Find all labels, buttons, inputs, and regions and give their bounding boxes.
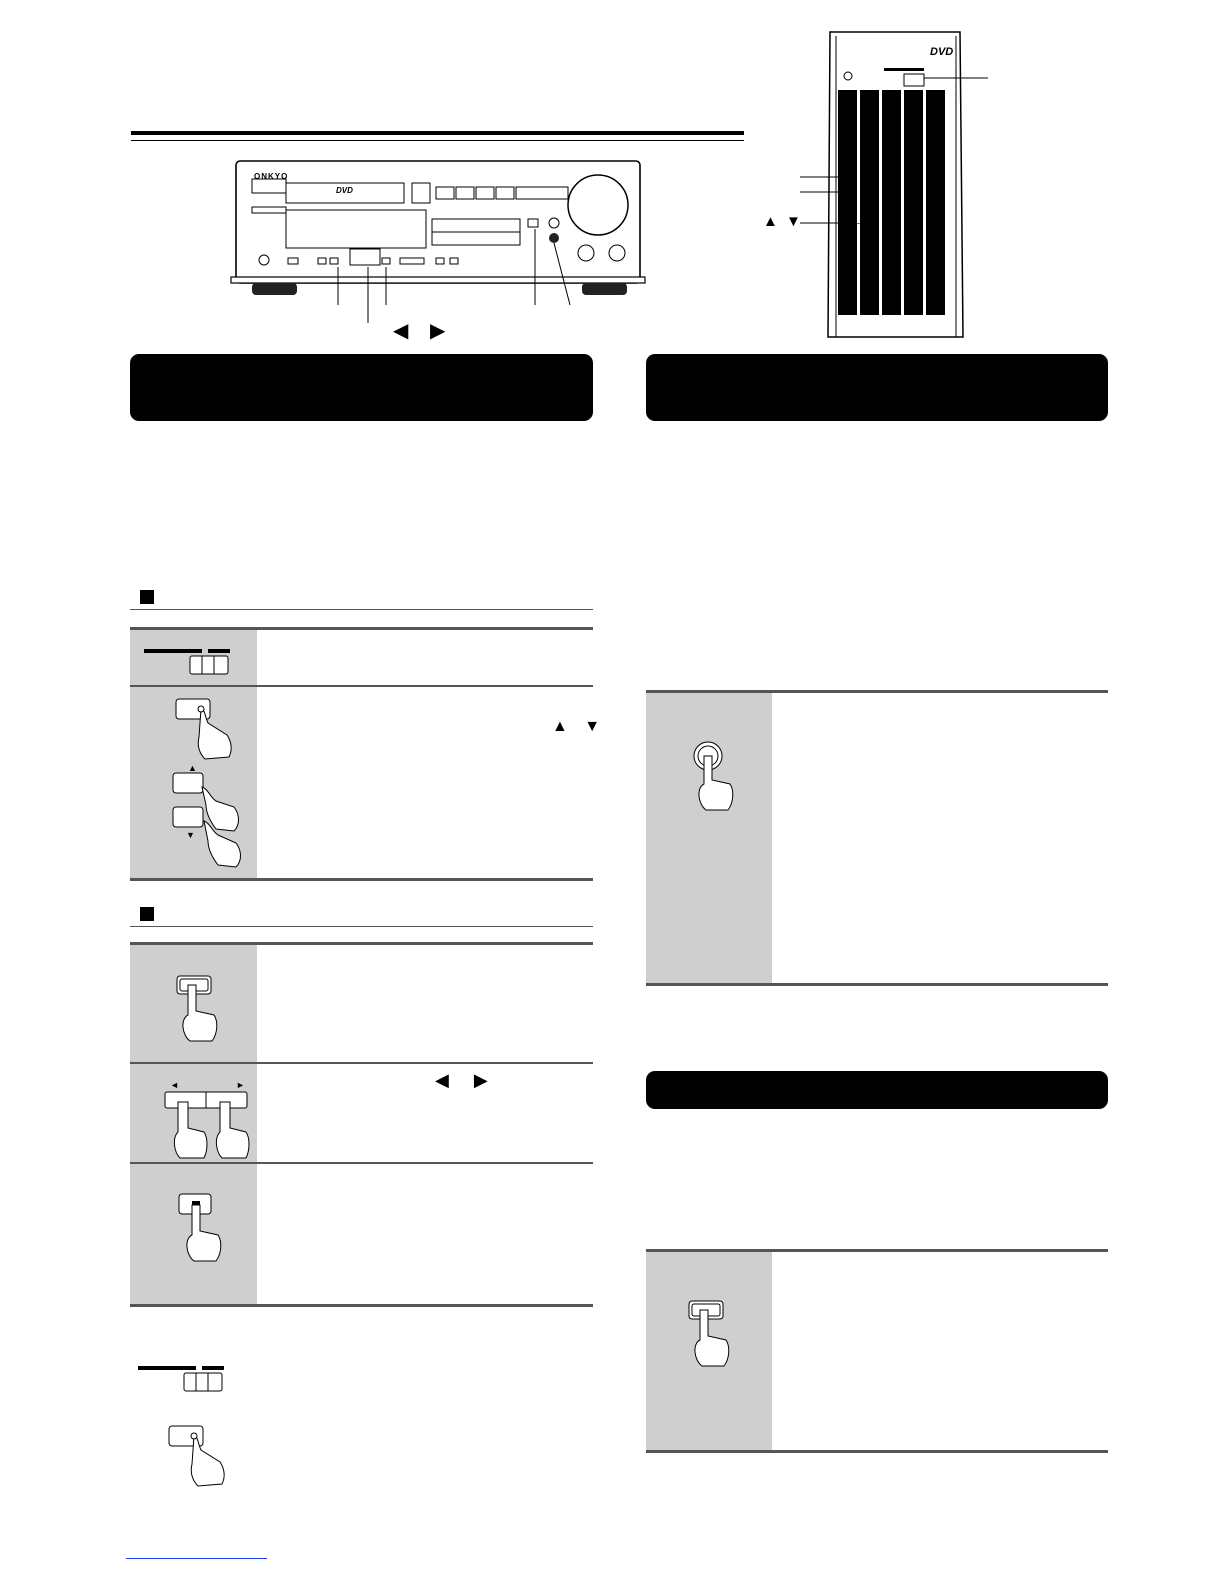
pressing-hand-icon [178,1193,228,1265]
subsection-marker-2 [140,907,154,921]
svg-text:◄: ◄ [170,1080,179,1090]
remote-up-down-label: ▲ ▼ [763,213,803,230]
mode-slider-icon [138,1364,228,1394]
unit-brand-label: ONKYO [254,172,289,181]
step-panel-right-1 [646,693,772,983]
remote-logo: DVD [930,46,954,58]
pressing-hand-icon [692,740,738,812]
unit-disc-logo: DVD [336,186,353,195]
right-subsection-heading-bar [646,1071,1108,1109]
step-rule-bottom [130,878,593,881]
unit-nav-arrows: ◀ ▶ [393,320,454,342]
front-panel-diagram [230,155,650,335]
header-rule-thin [131,140,744,141]
svg-text:▲: ▲ [188,763,197,773]
subsection-rule-2 [130,926,593,927]
svg-text:▼: ▼ [186,830,195,840]
pressing-hand-icon [688,1300,738,1370]
left-section-heading-bar [130,354,593,421]
right-section-heading-bar [646,354,1108,421]
header-rule-thick [131,131,744,135]
subsection-marker-1 [140,590,154,604]
pressing-hand-icon [176,975,226,1045]
footer-link-underline[interactable] [126,1558,267,1559]
lr-arrows-label: ◀ ▶ [435,1070,498,1090]
pressing-hand-icon [168,1424,248,1490]
left-right-buttons-icon [164,1080,254,1160]
step-rule-bottom-right-2 [646,1450,1108,1453]
up-down-buttons-icon [172,763,252,873]
subsection-rule-1 [130,609,593,610]
mode-slider-icon [144,647,234,677]
step-rule-bottom-right [646,983,1108,986]
remote-button-grid [838,90,948,315]
pressing-hand-icon [175,697,255,767]
svg-text:►: ► [236,1080,245,1090]
step-arrows-label: ▲ ▼ [552,718,607,735]
step-rule-bottom-2 [130,1304,593,1307]
